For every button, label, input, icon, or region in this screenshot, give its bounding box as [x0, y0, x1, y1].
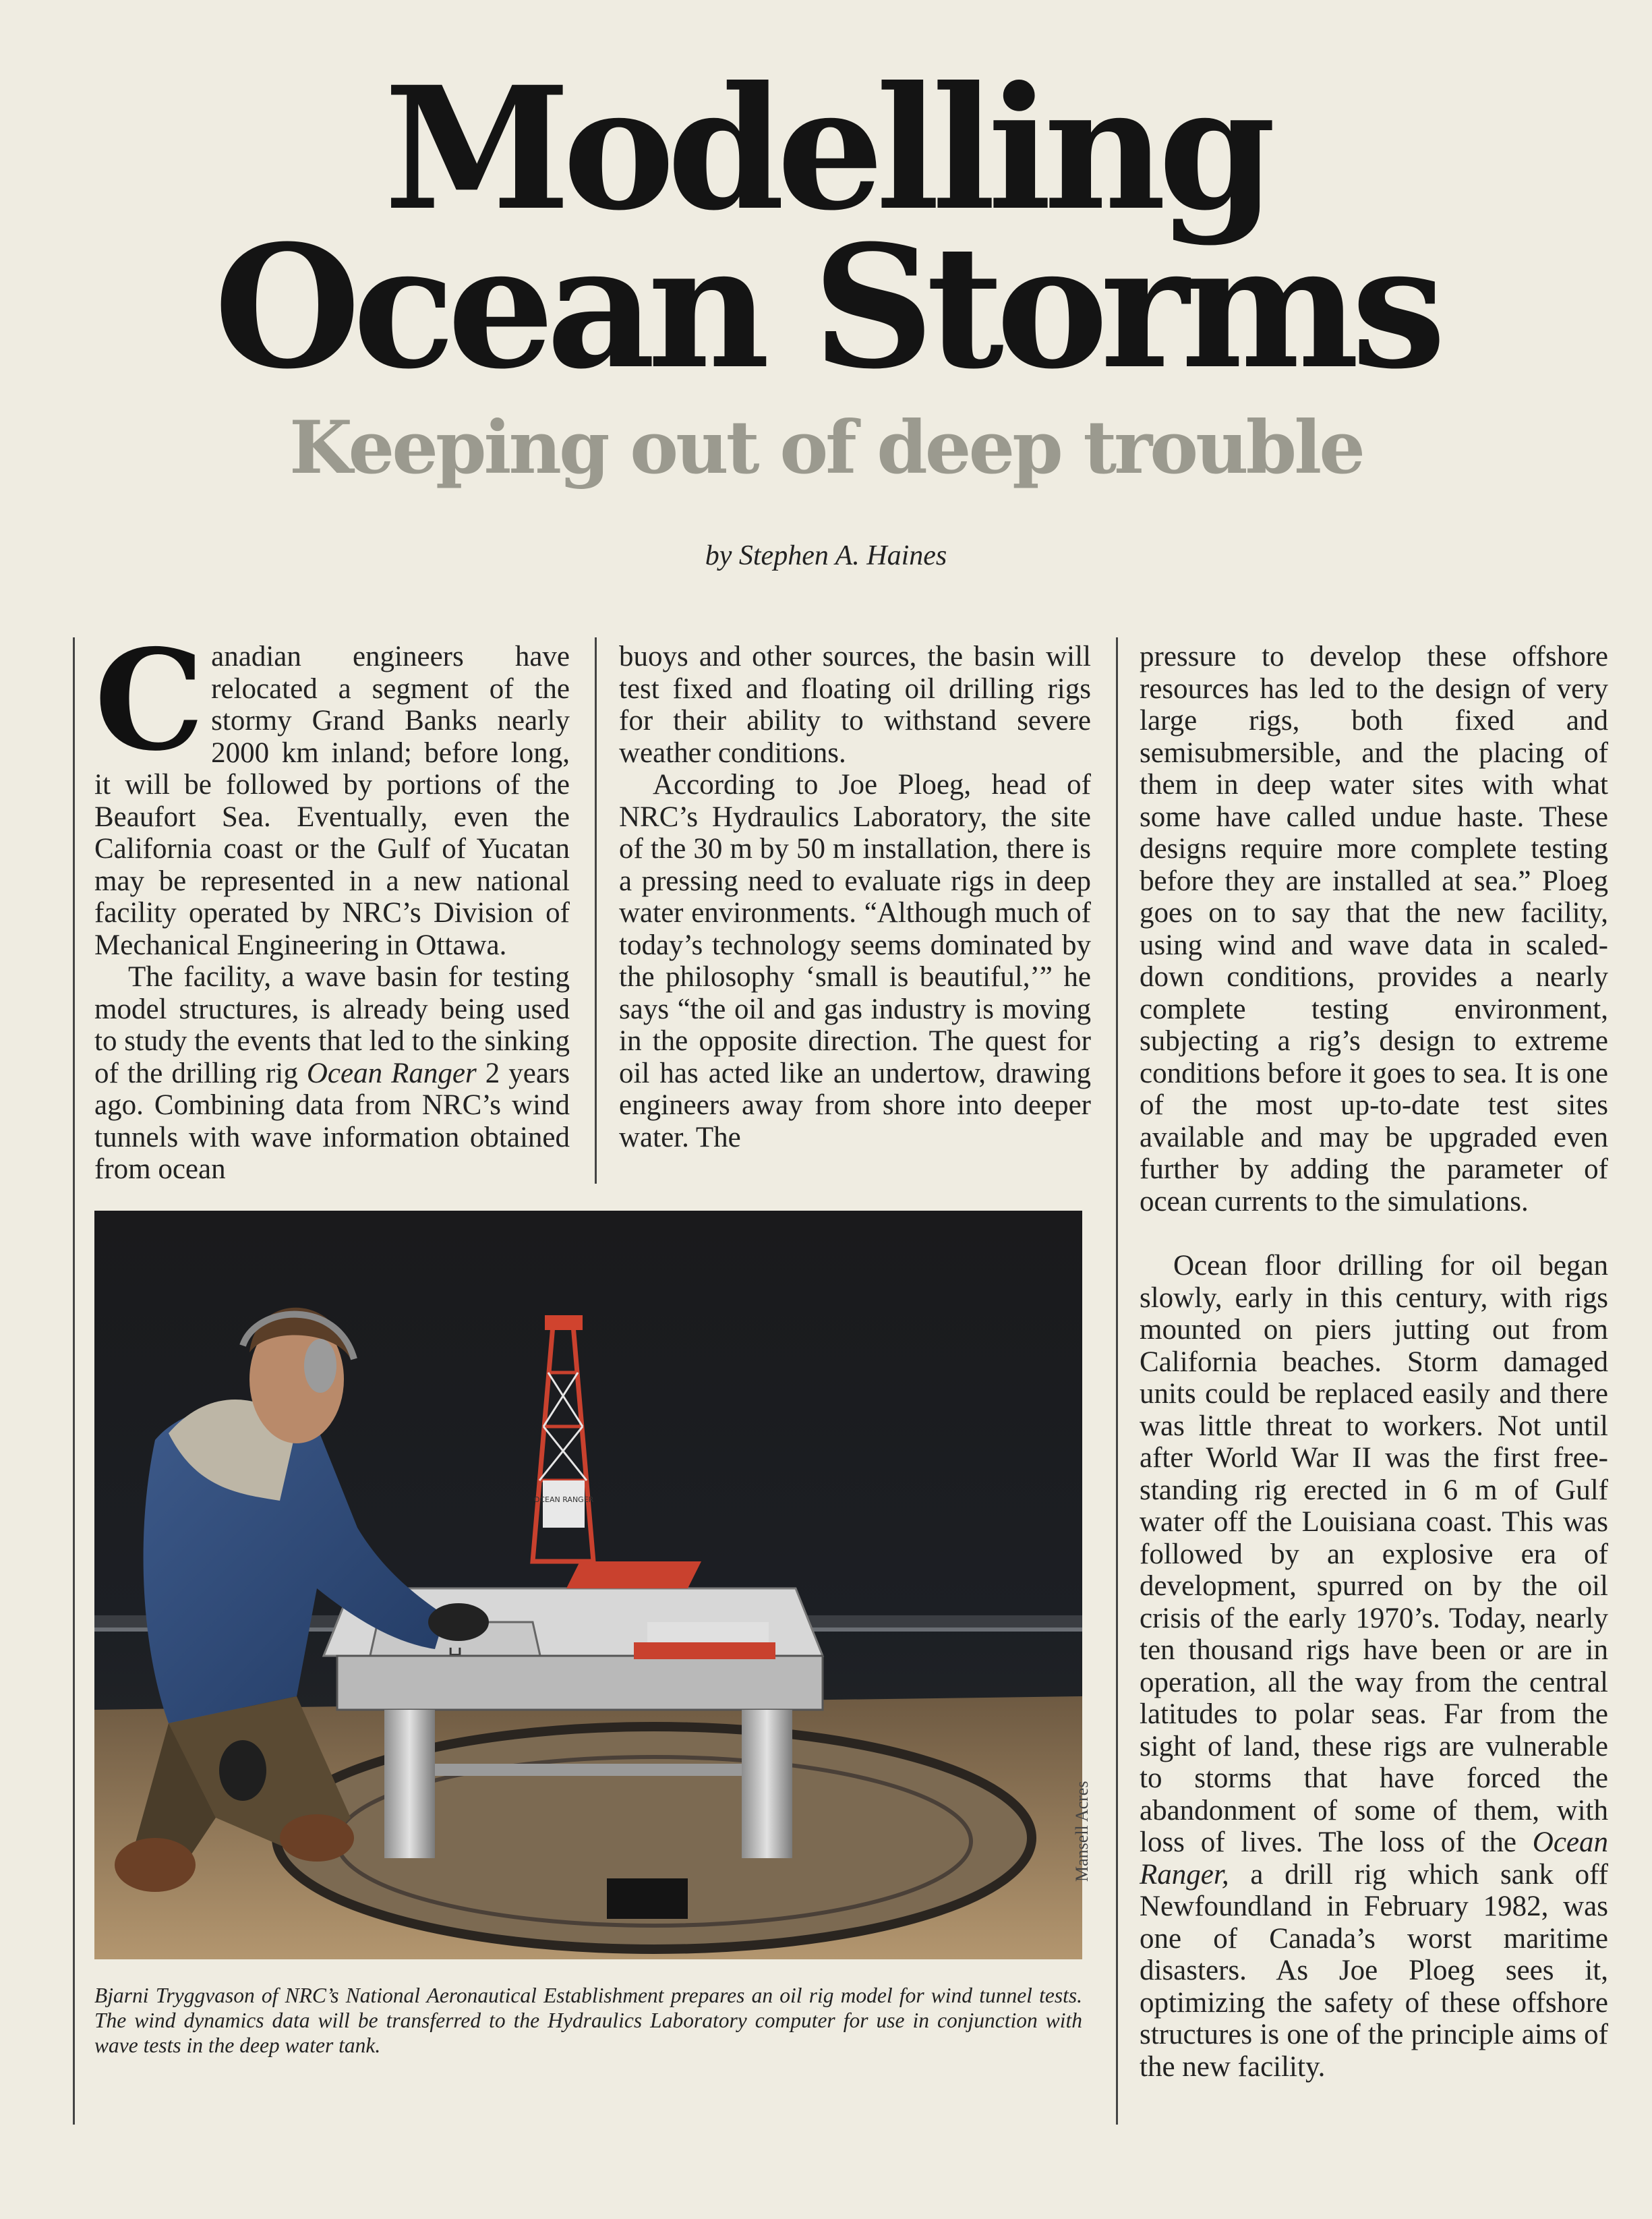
paragraph: buoys and other sources, the basin will test fixed and floating oil drilling rigs for their ability to withstand severe weather conditions. [619, 641, 1091, 769]
photo-oil-rig-model [94, 1211, 1082, 1959]
paragraph-text: The facility, a wave basin for testing model structures, is already being used to study the events that led to the sinking of the drilling rig [94, 961, 570, 1089]
photo-credit: Mansell Acres [1072, 1781, 1092, 1882]
paragraph-text: a drill rig which sank off Newfoundland in February 1982, was one of Canada’s worst maritime disasters. As Joe Ploeg sees it, optimizing the safety of these offshore structures is one of the principle aims of the new facility. [1140, 1858, 1608, 2083]
text-column-3 [1140, 641, 1608, 2083]
photo-illustration [94, 1211, 1082, 1959]
text-column-1 [94, 620, 570, 1186]
paragraph: pressure to develop these offshore resources has led to the design of very large rigs, both fixed and semisubmersible, and the placing of them in deep water sites with what some have called undue haste. These designs require more complete testing before they are installed at sea.” Ploeg goes on to say that the new facility, using wind and wave data in scaled-down conditions, provides a nearly complete testing environment, subjecting a rig’s design to extreme conditions before it goes to sea. It is one of the most up-to-date test sites available and may be upgraded even further by adding the parameter of ocean currents to the simulations. [1140, 641, 1608, 1217]
rig-label: OCEAN RANGER [533, 1495, 594, 1504]
ship-name: Ocean Ranger [306, 1057, 477, 1089]
title-line-2: Ocean Storms [214, 208, 1438, 406]
ship-name: Ocean Ranger, [1140, 1826, 1608, 1891]
byline: by Stephen A. Haines [705, 540, 947, 571]
paragraph [94, 961, 570, 1186]
paragraph [1140, 1250, 1608, 2083]
paragraph [94, 620, 570, 961]
paragraph-text: Ocean floor drilling for oil began slowly, early in this century, with rigs mounted on piers jutting out from California beaches. Storm damaged units could be replaced easily and there was little threat to workers. Not until after World War II was the first free-standing rig erected in 6 m of Gulf water off the Louisiana coast. This was followed by an explosive era of development, spurred on by the oil crisis of the early 1970’s. Today, nearly ten thousand rigs have been or are in operation, all the way from the central latitudes to polar seas. Far from the sight of land, these rigs are vulnerable to storms that have forced the abandonment of some of them, with loss of lives. The loss of the [1140, 1250, 1608, 1858]
column-rule-middle [595, 637, 597, 1184]
text-column-2 [619, 641, 1091, 1153]
photo-caption: Bjarni Tryggvason of NRC’s National Aeronautical Establishment prepares an oil rig model for wind tunnel tests. The wind dynamics data will be transferred to the Hydraulics Laboratory computer for use in conjunction with wave tests in the deep water tank. [94, 1984, 1082, 2057]
column-rule-left [73, 637, 75, 2125]
column-rule-right [1116, 637, 1118, 2125]
subtitle: Keeping out of deep trouble [289, 405, 1363, 490]
title-line-1: Modelling [384, 49, 1268, 248]
paragraph-text: anadian engineers have relocated a segment of the stormy Grand Banks nearly 2000 km inland; before long, it will be followed by portions of the Beaufort Sea. Eventually, even the California coast or the Gulf of Yucatan may be represented in a new national facility operated by NRC’s Division of Mechanical Engineering in Ottawa. [94, 641, 570, 961]
paragraph: According to Joe Ploeg, head of NRC’s Hydraulics Laboratory, the site of the 30 m by 50 m installation, there is a pressing need to evaluate rigs in deep water environments. “Although much of today’s technology seems dominated by the philosophy ‘small is beautiful,’” he says “the oil and gas industry is moving in the opposite direction. The quest for oil has acted like an undertow, drawing engineers away from shore into deeper water. The [619, 769, 1091, 1153]
paragraph-text: 2 years ago. Combining data from NRC’s wind tunnels with wave information obtained from ocean [94, 1057, 570, 1185]
drop-cap: C [94, 620, 205, 782]
